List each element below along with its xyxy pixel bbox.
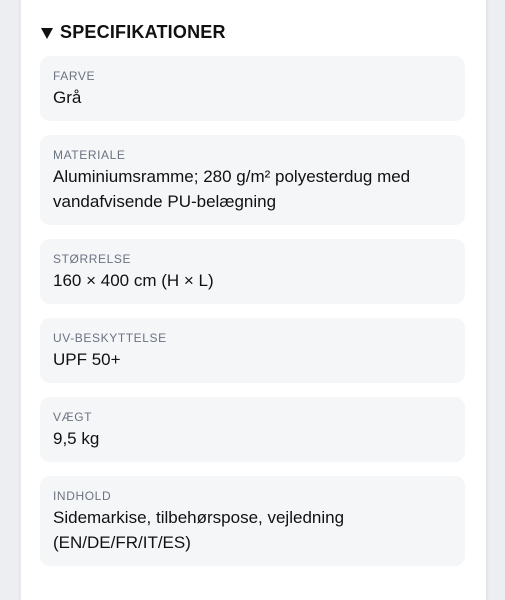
- specifications-toggle[interactable]: [41, 22, 226, 43]
- spec-item-material: [40, 135, 465, 225]
- spec-item-weight: [40, 397, 465, 462]
- spec-value: UPF 50+: [53, 350, 121, 369]
- spec-label: UV-BESKYTTELSE: [53, 331, 167, 345]
- spec-value: Aluminiumsramme; 280 g/m² polyesterdug med vandafvisende PU-belægning: [53, 167, 411, 211]
- spec-item-color: [40, 56, 465, 121]
- spec-value: Sidemarkise, tilbehørspose, vejledning (EN/DE/FR/IT/ES): [53, 508, 345, 552]
- spec-value: Grå: [53, 88, 82, 107]
- section-title: SPECIFIKATIONER: [60, 22, 226, 42]
- spec-value: 160 × 400 cm (H × L): [53, 271, 214, 290]
- spec-label: INDHOLD: [53, 489, 112, 503]
- spec-label: FARVE: [53, 69, 96, 83]
- triangle-down-icon: [41, 28, 53, 39]
- spec-item-contents: [40, 476, 465, 566]
- spec-item-size: [40, 239, 465, 304]
- spec-label: MATERIALE: [53, 148, 126, 162]
- spec-label: STØRRELSE: [53, 252, 132, 266]
- spec-list: [40, 56, 465, 580]
- spec-item-uv-protection: [40, 318, 465, 383]
- spec-label: VÆGT: [53, 410, 93, 424]
- spec-value: 9,5 kg: [53, 429, 100, 448]
